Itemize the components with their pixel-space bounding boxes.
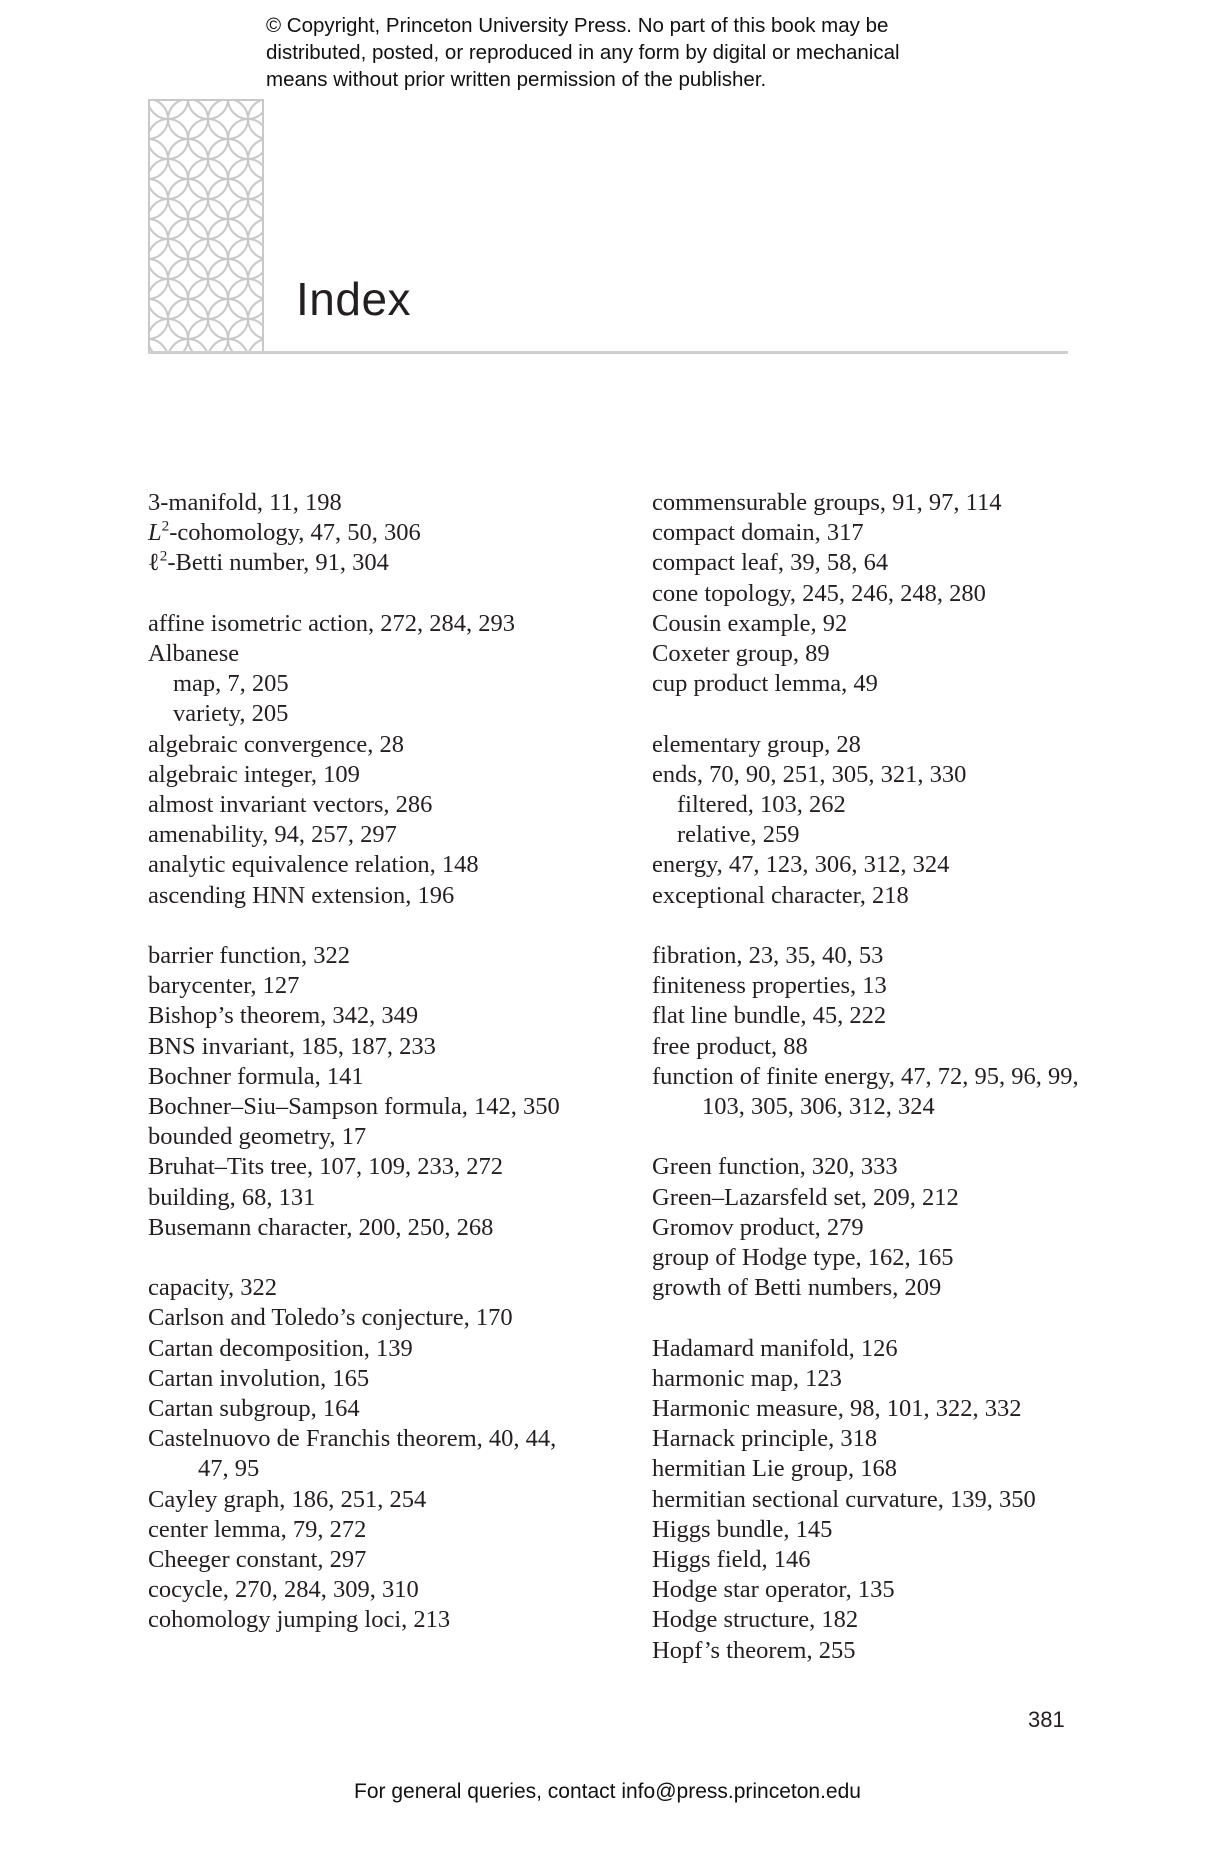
index-entry: exceptional character, 218 — [652, 881, 909, 909]
index-entry: Cheeger constant, 297 — [148, 1546, 367, 1574]
section-gap — [652, 911, 1092, 941]
footer — [0, 1780, 1225, 1804]
copyright-line: means without prior written permission of the publisher. — [266, 68, 767, 91]
title-rule — [148, 351, 1068, 354]
index-entry: cohomology jumping loci, 213 — [148, 1606, 451, 1634]
index-entry: Bochner formula, 141 — [148, 1062, 364, 1090]
index-entry: Cartan involution, 165 — [148, 1364, 370, 1392]
index-entry: group of Hodge type, 162, 165 — [652, 1244, 954, 1272]
footer-text: For general queries, contact info@press.princeton.edu — [354, 1780, 861, 1803]
index-subentry: map, 7, 205 — [173, 670, 289, 698]
index-entry: hermitian Lie group, 168 — [652, 1455, 897, 1483]
chapter-ornament-icon — [148, 99, 264, 353]
copyright-notice — [266, 12, 1026, 93]
index-entry: energy, 47, 123, 306, 312, 324 — [652, 851, 950, 879]
index-entry: Higgs bundle, 145 — [652, 1515, 833, 1543]
index-entry-superscript: 2 — [159, 548, 168, 565]
index-entry: Hodge star operator, 135 — [652, 1576, 895, 1604]
index-entry: center lemma, 79, 272 — [148, 1515, 367, 1543]
index-entry: Bishop’s theorem, 342, 349 — [148, 1002, 419, 1030]
section-gap — [652, 699, 1092, 729]
index-entry: commensurable groups, 91, 97, 114 — [652, 489, 1002, 516]
index-entry: BNS invariant, 185, 187, 233 — [148, 1032, 436, 1060]
index-entry: compact leaf, 39, 58, 64 — [652, 549, 889, 577]
index-entry: fibration, 23, 35, 40, 53 — [652, 942, 884, 970]
index-entry: affine isometric action, 272, 284, 293 — [148, 609, 515, 637]
section-gap — [148, 1243, 578, 1273]
index-entry: 3-manifold, 11, 198 — [148, 489, 342, 516]
index-entry: Green function, 320, 333 — [652, 1153, 898, 1181]
index-entry: barrier function, 322 — [148, 942, 351, 970]
index-entry: flat line bundle, 45, 222 — [652, 1002, 887, 1030]
index-subentry: relative, 259 — [677, 821, 800, 849]
index-entry: Busemann character, 200, 250, 268 — [148, 1213, 494, 1241]
index-entry: building, 68, 131 — [148, 1183, 316, 1211]
index-entry: free product, 88 — [652, 1032, 808, 1060]
section-gap — [652, 1303, 1092, 1333]
index-entry: Coxeter group, 89 — [652, 640, 830, 668]
index-subentry: filtered, 103, 262 — [677, 791, 846, 819]
index-entry: Hodge structure, 182 — [652, 1606, 859, 1634]
index-entry: bounded geometry, 17 — [148, 1123, 367, 1151]
copyright-line: © Copyright, Princeton University Press. No part of this book may be — [266, 14, 889, 37]
index-entry — [148, 548, 578, 578]
index-entry: harmonic map, 123 — [652, 1364, 842, 1392]
index-entry: cocycle, 270, 284, 309, 310 — [148, 1576, 419, 1604]
index-entry: Castelnuovo de Franchis theorem, 40, 44, 47, 95 — [148, 1425, 557, 1483]
index-entry: Cartan subgroup, 164 — [148, 1395, 360, 1423]
index-entry: compact domain, 317 — [652, 519, 864, 547]
index-entry: almost invariant vectors, 286 — [148, 791, 433, 819]
index-entry: amenability, 94, 257, 297 — [148, 821, 397, 849]
index-entry: Carlson and Toledo’s conjecture, 170 — [148, 1304, 513, 1332]
index-entry: ends, 70, 90, 251, 305, 321, 330 — [652, 760, 967, 788]
index-entry: Albanese — [148, 640, 240, 667]
page-number: 381 — [1028, 1707, 1065, 1732]
index-entry-superscript: 2 — [161, 517, 170, 535]
index-entry-text: -cohomology, 47, 50, 306 — [169, 519, 421, 547]
index-entry — [148, 518, 578, 548]
index-entry: Bruhat–Tits tree, 107, 109, 233, 272 — [148, 1153, 504, 1181]
index-entry: Harmonic measure, 98, 101, 322, 332 — [652, 1395, 1022, 1423]
index-entry-text: -Betti number, 91, 304 — [167, 549, 389, 577]
index-subentry: variety, 205 — [173, 700, 289, 728]
section-gap — [148, 579, 578, 609]
index-entry: Hadamard manifold, 126 — [652, 1334, 898, 1362]
copyright-line: distributed, posted, or reproduced in any form by digital or mechanical — [266, 41, 900, 64]
index-entry: Harnack principle, 318 — [652, 1425, 878, 1453]
section-gap — [148, 911, 578, 941]
index-entry: algebraic integer, 109 — [148, 760, 360, 788]
index-entry: finiteness properties, 13 — [652, 972, 887, 1000]
index-entry: Green–Lazarsfeld set, 209, 212 — [652, 1183, 959, 1211]
index-entry: analytic equivalence relation, 148 — [148, 851, 479, 879]
index-entry-symbol: L — [148, 519, 162, 547]
index-entry: growth of Betti numbers, 209 — [652, 1274, 942, 1302]
index-entry: Cartan decomposition, 139 — [148, 1334, 413, 1362]
chapter-title: Index — [296, 273, 412, 325]
index-entry: Cousin example, 92 — [652, 609, 848, 637]
index-entry: elementary group, 28 — [652, 730, 861, 758]
index-entry: Cayley graph, 186, 251, 254 — [148, 1485, 427, 1513]
index-entry: Bochner–Siu–Sampson formula, 142, 350 — [148, 1093, 560, 1121]
index-entry: Higgs field, 146 — [652, 1546, 811, 1574]
index-entry: Gromov product, 279 — [652, 1213, 864, 1241]
index-entry: capacity, 322 — [148, 1274, 278, 1302]
index-entry: algebraic convergence, 28 — [148, 730, 404, 758]
index-entry: barycenter, 127 — [148, 972, 300, 1000]
index-entry: cone topology, 245, 246, 248, 280 — [652, 579, 986, 607]
index-entry-symbol: ℓ — [148, 549, 160, 577]
index-entry: Hopf’s theorem, 255 — [652, 1636, 856, 1664]
index-column-right — [652, 488, 1092, 1666]
index-entry: ascending HNN extension, 196 — [148, 881, 455, 909]
index-entry: function of finite energy, 47, 72, 95, 96, 99, 103, 305, 306, 312, 324 — [652, 1062, 1079, 1121]
index-column-left — [148, 488, 578, 1636]
index-entry: cup product lemma, 49 — [652, 670, 878, 698]
index-entry: hermitian sectional curvature, 139, 350 — [652, 1485, 1036, 1513]
section-gap — [652, 1122, 1092, 1152]
